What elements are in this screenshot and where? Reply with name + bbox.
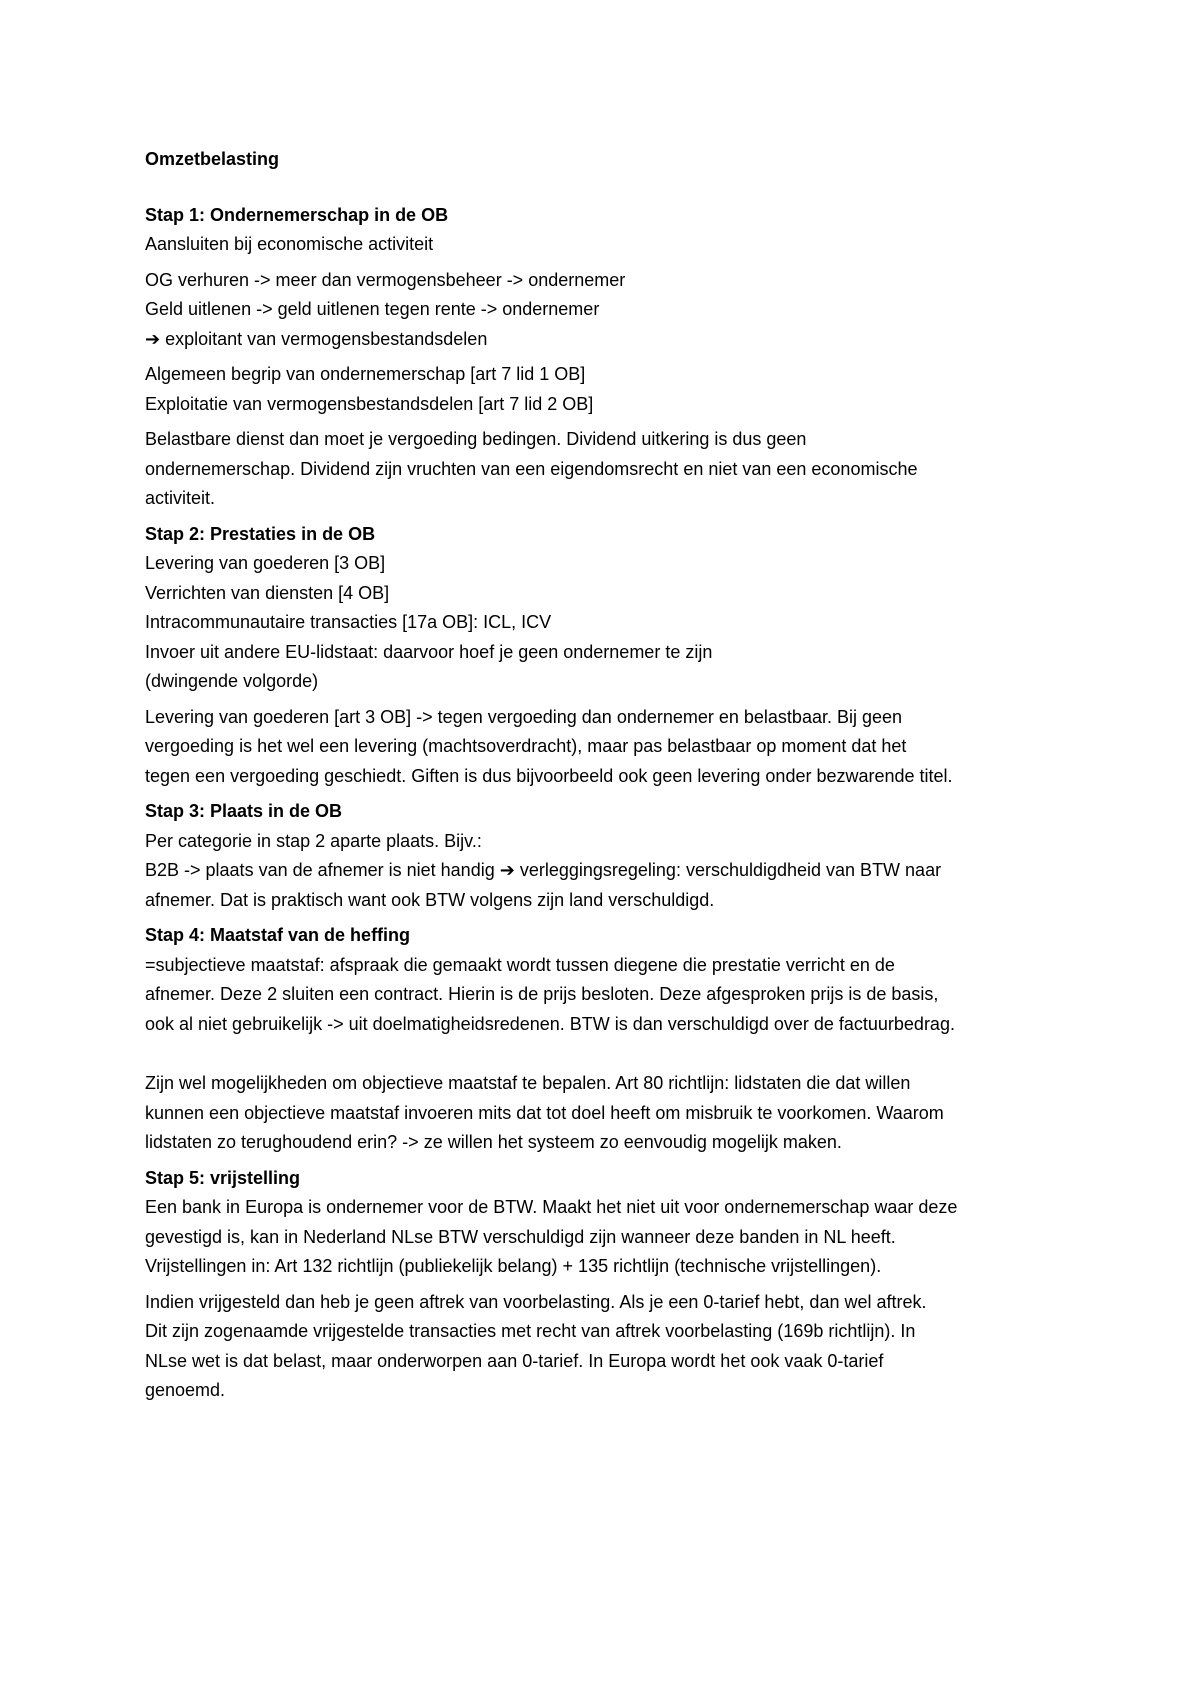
- step5-line: Vrijstellingen in: Art 132 richtlijn (publiekelijk belang) + 135 richtlijn (technische vrijstellingen).: [145, 1256, 882, 1276]
- step5-heading: Stap 5: vrijstelling: [145, 1167, 301, 1188]
- paragraph-line: tegen een vergoeding geschiedt. Giften is dus bijvoorbeeld ook geen levering onder bezwarende titel.: [145, 765, 953, 786]
- step3-section: [145, 797, 1080, 915]
- paragraph-line: lidstaten zo terughoudend erin? -> ze willen het systeem zo eenvoudig mogelijk maken.: [145, 1132, 842, 1152]
- step2-line: Levering van goederen [3 OB]: [145, 553, 386, 573]
- step3-heading: Stap 3: Plaats in de OB: [145, 801, 343, 821]
- step1-ref-1: Algemeen begrip van ondernemerschap [art 7 lid 1 OB]: [145, 364, 586, 384]
- step4-heading: Stap 4: Maatstaf van de heffing: [145, 925, 411, 945]
- step4-line: ook al niet gebruikelijk -> uit doelmatigheidsredenen. BTW is dan verschuldigd over de factuurbedrag.: [145, 1013, 955, 1034]
- document-title: Omzetbelasting: [145, 149, 280, 169]
- step5-line: Een bank in Europa is ondernemer voor de BTW. Maakt het niet uit voor ondernemerschap waar deze: [145, 1197, 958, 1217]
- step1-example-2: Geld uitlenen -> geld uitlenen tegen rente -> ondernemer: [145, 299, 600, 319]
- step4-paragraph: [145, 1069, 1080, 1158]
- paragraph-line: Belastbare dienst dan moet je vergoeding bedingen. Dividend uitkering is dus geen: [145, 429, 807, 449]
- step1-paragraph: [145, 425, 1080, 514]
- paragraph-line: Levering van goederen [art 3 OB] -> tegen vergoeding dan ondernemer en belastbaar. Bij geen: [145, 706, 903, 727]
- step1-ref-2: Exploitatie van vermogensbestandsdelen [art 7 lid 2 OB]: [145, 393, 594, 414]
- step5-section: [145, 1164, 1080, 1282]
- step4-line: =subjectieve maatstaf: afspraak die gemaakt wordt tussen diegene die prestatie verricht en de: [145, 954, 895, 975]
- step1-examples: [145, 266, 1080, 355]
- paragraph-line: genoemd.: [145, 1380, 226, 1400]
- step2-line: (dwingende volgorde): [145, 671, 319, 691]
- step3-line: afnemer. Dat is praktisch want ook BTW volgens zijn land verschuldigd.: [145, 889, 715, 910]
- paragraph-line: kunnen een objectieve maatstaf invoeren mits dat tot doel heeft om misbruik te voorkomen. Waarom: [145, 1102, 944, 1123]
- step3-line: Per categorie in stap 2 aparte plaats. Bijv.:: [145, 830, 482, 851]
- document-page: [145, 145, 1080, 1412]
- arrow-right-icon: ➔: [145, 328, 161, 349]
- step2-line: Verrichten van diensten [4 OB]: [145, 582, 390, 603]
- paragraph-line: NLse wet is dat belast, maar onderworpen aan 0-tarief. In Europa wordt het ook vaak 0-tarief: [145, 1350, 884, 1371]
- step2-line: Intracommunautaire transacties [17a OB]: ICL, ICV: [145, 612, 552, 632]
- step3-line: [145, 856, 1080, 886]
- paragraph-line: Dit zijn zogenaamde vrijgestelde transacties met recht van aftrek voorbelasting (169b richtlijn). In: [145, 1321, 916, 1341]
- paragraph-line: Indien vrijgesteld dan heb je geen aftrek van voorbelasting. Als je een 0-tarief hebt, dan wel aftrek.: [145, 1291, 927, 1312]
- step2-section: [145, 520, 1080, 697]
- step1-example-1: OG verhuren -> meer dan vermogensbeheer -> ondernemer: [145, 269, 626, 290]
- step3-line-part-a: B2B -> plaats van de afnemer is niet handig: [145, 860, 495, 880]
- step2-heading: Stap 2: Prestaties in de OB: [145, 523, 376, 544]
- step5-paragraph: [145, 1288, 1080, 1406]
- step4-section: [145, 921, 1080, 1039]
- step1-section: [145, 201, 1080, 260]
- step1-example-3: [145, 325, 1080, 355]
- paragraph-line: vergoeding is het wel een levering (machtsoverdracht), maar pas belastbaar op moment dat het: [145, 736, 907, 756]
- step5-line: gevestigd is, kan in Nederland NLse BTW verschuldigd zijn wanneer deze banden in NL heeft.: [145, 1226, 896, 1247]
- arrow-right-icon: ➔: [499, 860, 515, 880]
- spacer: [145, 1045, 1080, 1069]
- step2-line: Invoer uit andere EU-lidstaat: daarvoor hoef je geen ondernemer te zijn: [145, 641, 713, 662]
- step1-line: Aansluiten bij economische activiteit: [145, 234, 434, 254]
- step4-line: afnemer. Deze 2 sluiten een contract. Hierin is de prijs besloten. Deze afgesproken prijs is de basis,: [145, 984, 939, 1004]
- step3-line-part-b: verleggingsregeling: verschuldigdheid van BTW naar: [519, 860, 942, 880]
- paragraph-line: ondernemerschap. Dividend zijn vruchten van een eigendomsrecht en niet van een economische: [145, 458, 918, 479]
- paragraph-line: activiteit.: [145, 488, 216, 508]
- step1-example-3-text: exploitant van vermogensbestandsdelen: [165, 328, 488, 349]
- step1-references: [145, 360, 1080, 419]
- step1-heading: Stap 1: Ondernemerschap in de OB: [145, 204, 449, 225]
- step2-paragraph: [145, 703, 1080, 792]
- paragraph-line: Zijn wel mogelijkheden om objectieve maatstaf te bepalen. Art 80 richtlijn: lidstaten die dat willen: [145, 1073, 911, 1093]
